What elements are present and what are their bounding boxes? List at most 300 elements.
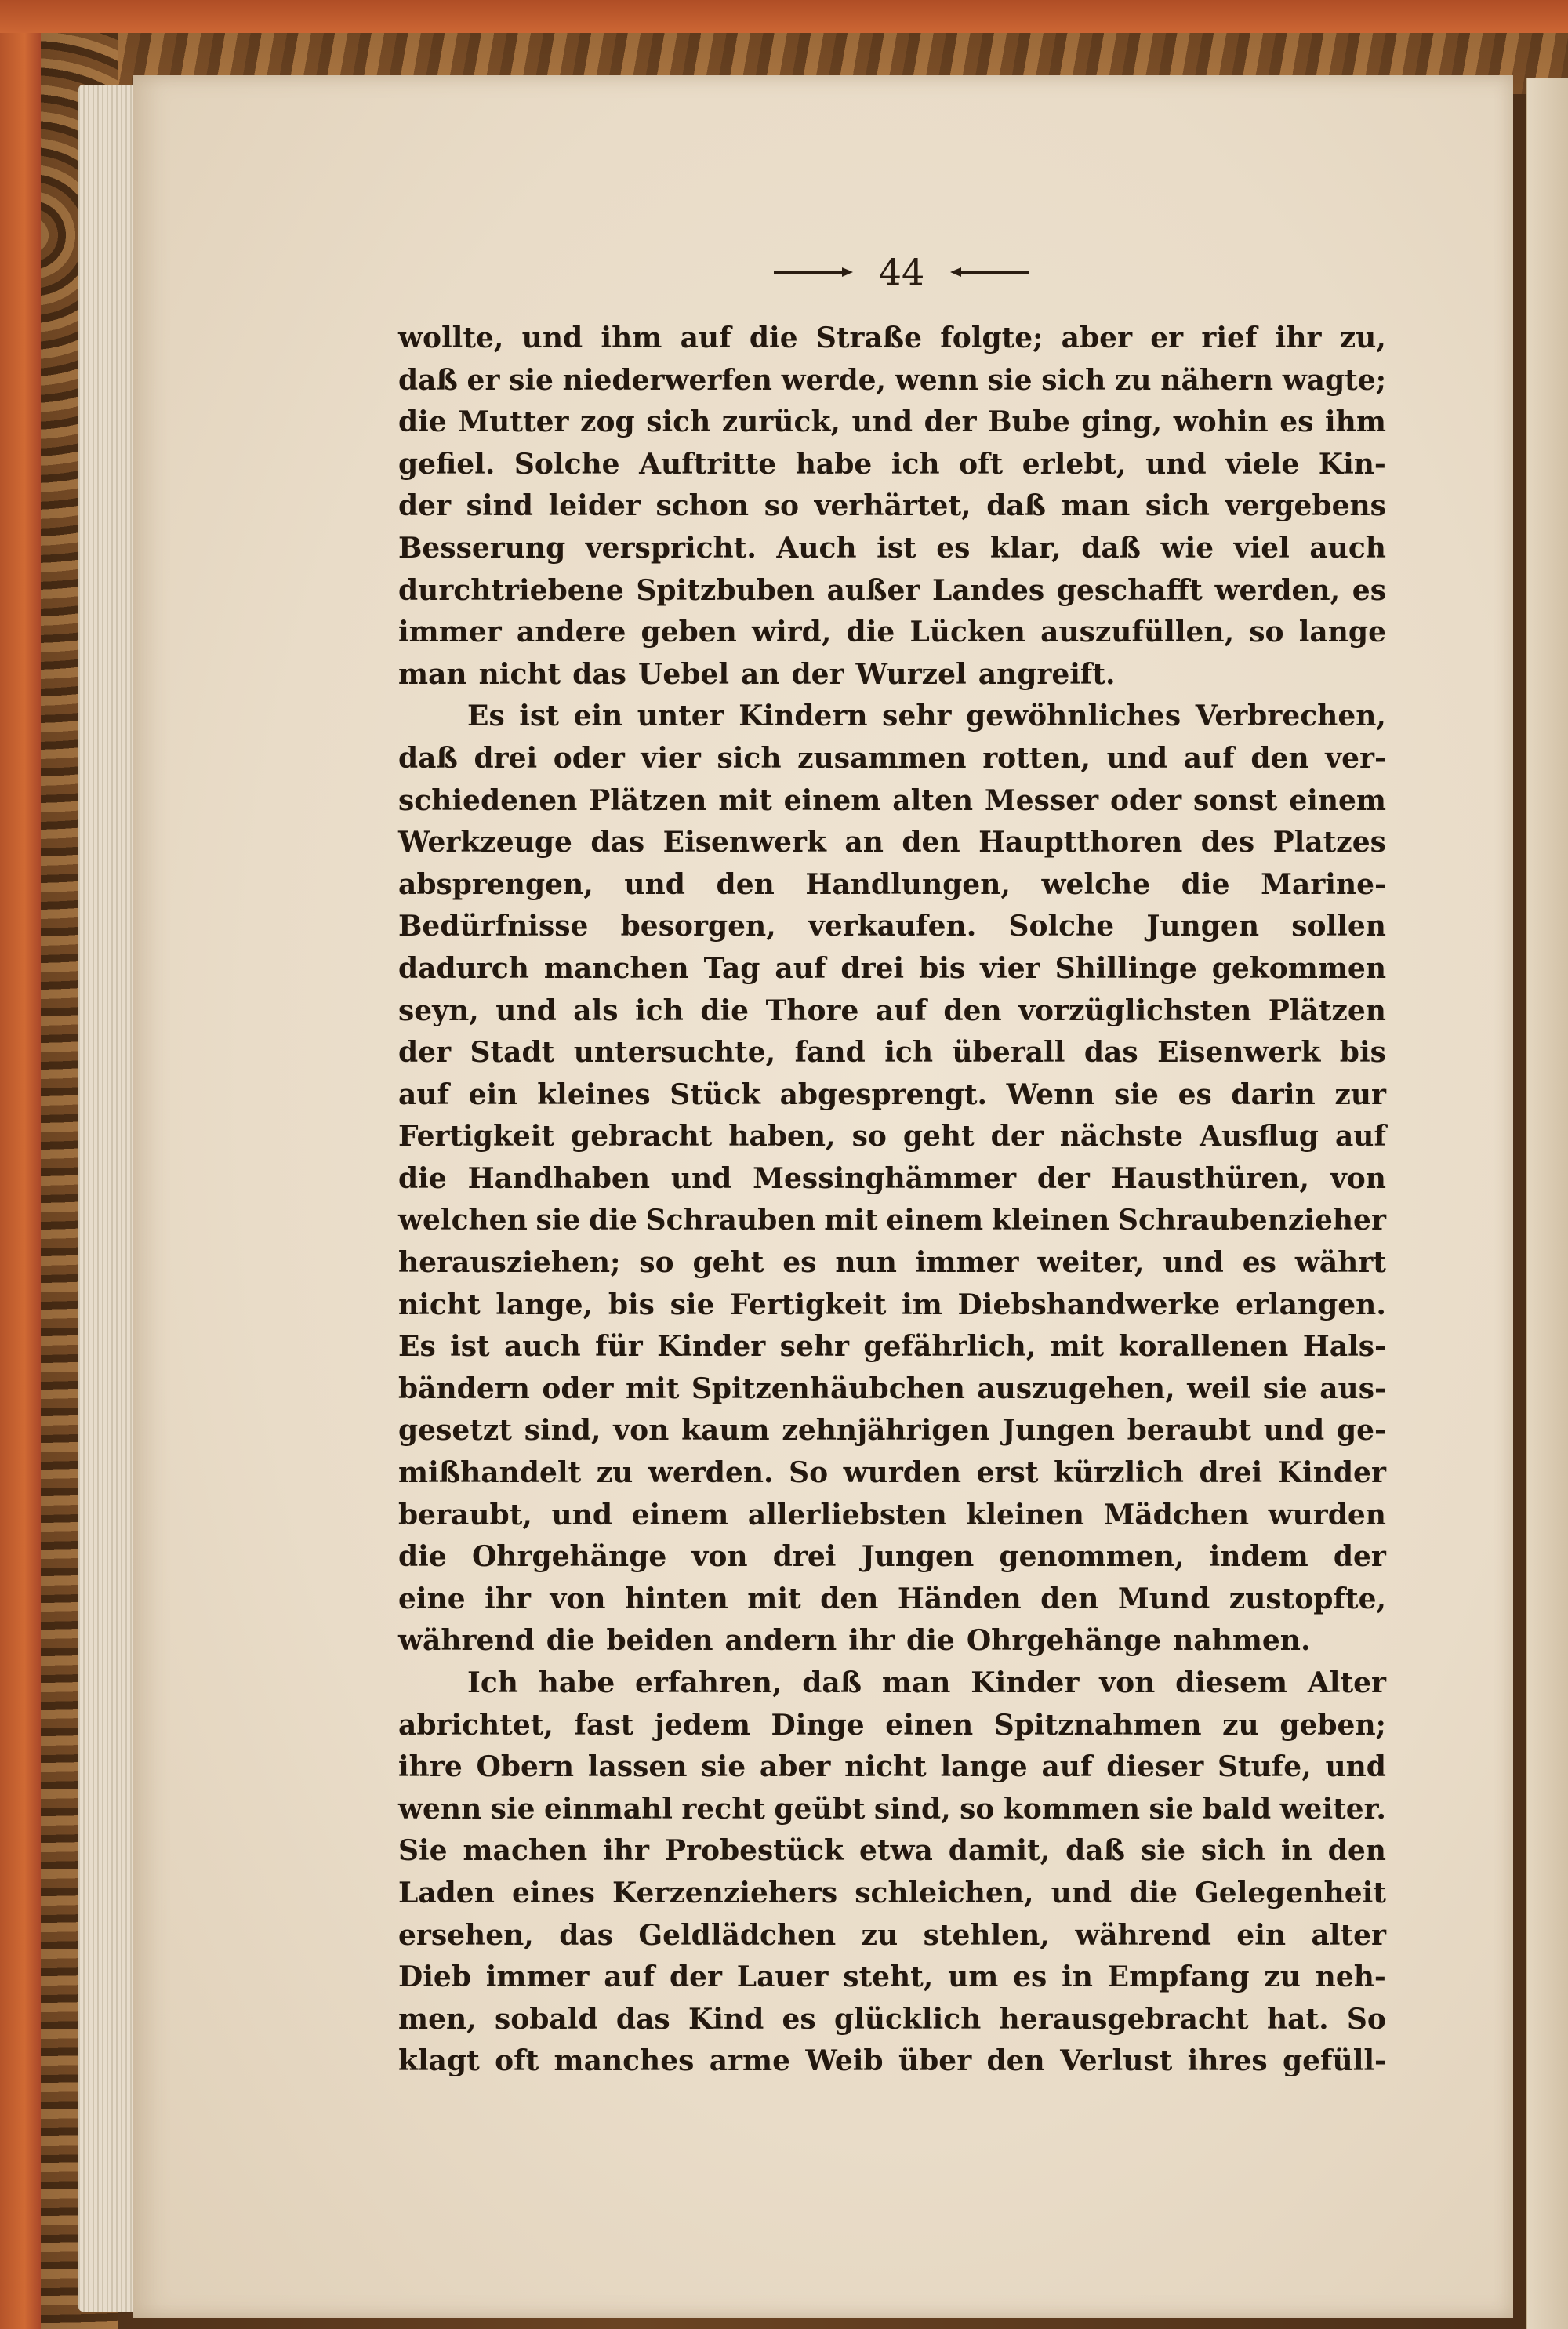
word: und xyxy=(670,1161,732,1195)
word: Kinder xyxy=(1277,1456,1386,1490)
leather-spine-edge xyxy=(0,0,41,2329)
word: verhärtet, xyxy=(814,489,971,523)
word: bald xyxy=(1202,1792,1272,1826)
word: nicht xyxy=(478,657,561,691)
word: sehr xyxy=(882,699,952,733)
word: Dinge xyxy=(771,1708,865,1742)
word: Straße xyxy=(815,322,923,354)
word: der xyxy=(924,405,977,439)
word: kleinen xyxy=(966,1498,1084,1531)
word: vier xyxy=(980,951,1040,985)
word: die xyxy=(546,1624,595,1658)
word: andern xyxy=(724,1624,837,1658)
word: kleinen xyxy=(991,1204,1110,1237)
word: Mund xyxy=(1117,1582,1210,1615)
word: Landes xyxy=(932,573,1045,607)
word: So xyxy=(1346,2002,1386,2036)
word: folgte; xyxy=(940,322,1044,354)
text-line xyxy=(398,1662,1386,1705)
word: das xyxy=(559,1918,613,1952)
word: recht xyxy=(681,1792,765,1826)
word: sie xyxy=(490,1792,535,1826)
word: drei xyxy=(772,1540,837,1574)
word: kleines xyxy=(537,1077,651,1111)
word: Kerzenziehers xyxy=(612,1876,838,1909)
word: Ich xyxy=(467,1666,518,1699)
text-line xyxy=(398,864,1386,907)
word: es xyxy=(782,2002,816,2036)
word: von xyxy=(1099,1666,1156,1699)
word: und xyxy=(1263,1414,1325,1448)
word: ihr xyxy=(603,1834,649,1868)
word: den xyxy=(820,1582,879,1615)
word: zu xyxy=(1264,1960,1301,1994)
word: Plätzen xyxy=(1268,994,1386,1027)
text-line xyxy=(398,1032,1386,1074)
word: mißhandelt xyxy=(398,1456,582,1490)
word: machen xyxy=(463,1834,588,1868)
word: aber xyxy=(759,1750,831,1784)
word: es xyxy=(1279,405,1314,439)
word: Schrauben xyxy=(645,1204,816,1237)
text-line xyxy=(398,1074,1386,1117)
word: die xyxy=(846,616,895,649)
word: habe xyxy=(795,447,873,481)
word: von xyxy=(613,1414,670,1448)
text-line xyxy=(398,696,1386,738)
word: bändern xyxy=(398,1372,530,1405)
text-line xyxy=(398,1746,1386,1789)
word: geübt xyxy=(774,1792,866,1826)
word: vergebens xyxy=(1225,489,1386,523)
word: damit, xyxy=(948,1834,1051,1868)
text-line xyxy=(398,1789,1386,1831)
word: sind xyxy=(466,489,533,523)
text-line xyxy=(398,444,1386,486)
word: Verbrechen, xyxy=(1195,699,1386,733)
word: es xyxy=(1178,1077,1212,1111)
text-line xyxy=(398,1536,1386,1579)
word: Eisenwerk xyxy=(1157,1036,1321,1070)
text-line xyxy=(398,780,1386,823)
word: drei xyxy=(474,741,538,775)
word: der xyxy=(791,657,844,691)
word: als xyxy=(573,994,619,1027)
word: werde, xyxy=(781,363,887,397)
text-line xyxy=(398,612,1386,654)
word: zu xyxy=(1222,1708,1259,1742)
header-rule-right xyxy=(955,271,1029,274)
word: lassen xyxy=(587,1750,688,1784)
word: den xyxy=(943,994,1002,1027)
word: immer xyxy=(398,616,502,649)
text-line xyxy=(398,1999,1386,2041)
word: Platzes xyxy=(1272,826,1386,859)
word: etwa xyxy=(858,1834,933,1868)
word: zog xyxy=(580,405,635,439)
word: sie xyxy=(1262,1372,1308,1405)
word: einem xyxy=(631,1498,729,1531)
word: zu xyxy=(596,1456,633,1490)
word: weiter. xyxy=(1279,1792,1386,1826)
text-line xyxy=(398,1873,1386,1915)
word: Bedürfnisse xyxy=(398,910,589,943)
word: schon xyxy=(655,489,750,523)
word: dieser xyxy=(1106,1750,1204,1784)
word: das xyxy=(572,657,626,691)
word: nun xyxy=(835,1246,897,1280)
word: mit xyxy=(718,783,772,817)
word: gesetzt xyxy=(398,1414,512,1448)
text-line xyxy=(398,822,1386,864)
word: erfahren, xyxy=(635,1666,782,1699)
word: Solche xyxy=(514,447,620,481)
word: lange, xyxy=(495,1288,593,1321)
word: Kin- xyxy=(1318,447,1386,481)
word: lange xyxy=(1298,616,1386,649)
word: den xyxy=(1327,1834,1386,1868)
word: immer xyxy=(915,1246,1019,1280)
word: es xyxy=(1013,1960,1047,1994)
word: der xyxy=(398,1036,452,1070)
word: so xyxy=(764,489,799,523)
word: die xyxy=(1181,867,1230,901)
word: jedem xyxy=(654,1708,750,1742)
word: zu xyxy=(861,1918,898,1952)
word: So xyxy=(789,1456,829,1490)
word: herausziehen; xyxy=(398,1246,621,1280)
word: ich xyxy=(891,447,940,481)
word: klagt xyxy=(398,2044,480,2078)
word: die xyxy=(589,1204,637,1237)
word: Wurzel xyxy=(855,657,967,691)
word: herausgebracht xyxy=(999,2002,1249,2036)
word: sind, xyxy=(524,1414,601,1448)
word: beraubt, xyxy=(398,1498,532,1531)
facing-page-edge xyxy=(1526,78,1568,2329)
text-line xyxy=(398,654,1386,696)
text-line xyxy=(398,1410,1386,1452)
word: gefährlich, xyxy=(863,1330,1036,1364)
word: Handhaben xyxy=(467,1161,651,1195)
word: sie xyxy=(987,363,1033,397)
text-line xyxy=(398,528,1386,570)
word: auch xyxy=(504,1330,581,1364)
word: sich xyxy=(646,405,711,439)
word: wollte, xyxy=(398,322,504,354)
word: nicht xyxy=(844,1750,927,1784)
word: es xyxy=(782,1246,817,1280)
word: den xyxy=(986,2044,1045,2078)
word: verkaufen. xyxy=(808,910,977,943)
word: niederwerfen xyxy=(562,363,772,397)
word: habe xyxy=(538,1666,615,1699)
word: zustopfte, xyxy=(1229,1582,1386,1615)
word: der xyxy=(1036,1161,1090,1195)
word: sich xyxy=(717,741,782,775)
word: Empfang xyxy=(1107,1960,1250,1994)
word: einen xyxy=(885,1708,974,1742)
word: ist xyxy=(450,1330,490,1364)
word: die xyxy=(700,994,750,1027)
word: sich xyxy=(1041,363,1106,397)
word: sehr xyxy=(779,1330,849,1364)
word: Mutter xyxy=(458,405,569,439)
word: zu xyxy=(1114,363,1152,397)
word: man xyxy=(881,1666,951,1699)
word: zu, xyxy=(1339,322,1386,354)
word: ersehen, xyxy=(398,1918,534,1952)
word: die xyxy=(398,405,447,439)
word: den xyxy=(1040,1582,1099,1615)
word: bis xyxy=(608,1288,655,1321)
word: Kindern xyxy=(739,699,868,733)
word: ihm xyxy=(601,322,662,354)
word: ihm xyxy=(1324,405,1386,439)
word: schiedenen xyxy=(398,783,578,817)
word: Hals- xyxy=(1302,1330,1386,1364)
word: rief xyxy=(1201,322,1258,354)
word: arme xyxy=(709,2044,791,2078)
word: von xyxy=(1330,1161,1386,1195)
word: sobald xyxy=(494,2002,598,2036)
word: drei xyxy=(840,951,905,985)
word: Es xyxy=(467,699,505,733)
word: untersuchte, xyxy=(573,1036,776,1070)
word: auf xyxy=(1334,1120,1386,1154)
word: neh- xyxy=(1315,1960,1386,1994)
word: diesem xyxy=(1175,1666,1288,1699)
word: Kinder xyxy=(971,1666,1080,1699)
word: Diebshandwerke xyxy=(957,1288,1221,1321)
word: daß xyxy=(986,489,1047,523)
word: Lauer xyxy=(736,1960,829,1994)
text-line xyxy=(398,948,1386,990)
word: und xyxy=(521,322,583,354)
word: man xyxy=(398,657,467,691)
word: sind, xyxy=(873,1792,951,1826)
word: auf xyxy=(1183,741,1235,775)
word: ihr xyxy=(1275,322,1322,354)
word: ein xyxy=(1236,1918,1287,1952)
word: Stufe, xyxy=(1217,1750,1312,1784)
word: Laden xyxy=(398,1876,495,1909)
word: der xyxy=(990,1120,1044,1154)
word: aber xyxy=(1061,322,1133,354)
word: zusammen xyxy=(797,741,967,775)
word: mit xyxy=(824,1204,878,1237)
word: schleichen, xyxy=(855,1876,1034,1909)
word: leider xyxy=(548,489,641,523)
word: sie xyxy=(670,1288,715,1321)
word: Dieb xyxy=(398,1960,471,1994)
page-header xyxy=(737,251,1066,298)
word: abgesprengt. xyxy=(779,1077,988,1111)
word: absprengen, xyxy=(398,867,593,901)
word: fast xyxy=(574,1708,634,1742)
word: in xyxy=(1280,1834,1312,1868)
word: Ohrgehänge xyxy=(966,1624,1162,1658)
word: ihr xyxy=(848,1624,895,1658)
word: Lücken xyxy=(909,616,1025,649)
word: Kind xyxy=(688,2002,764,2036)
word: daß xyxy=(398,741,458,775)
word: Besserung xyxy=(398,531,566,565)
text-line xyxy=(398,570,1386,612)
word: sie xyxy=(535,1204,581,1237)
word: Ohrgehänge xyxy=(471,1540,667,1574)
word: sich xyxy=(1145,489,1210,523)
word: unter xyxy=(637,699,724,733)
word: ihr xyxy=(485,1582,531,1615)
word: auf xyxy=(775,951,826,985)
word: viel xyxy=(1233,531,1290,565)
word: der xyxy=(398,489,452,523)
word: oft xyxy=(495,2044,539,2078)
word: Tag xyxy=(703,951,760,985)
word: drei xyxy=(1199,1456,1263,1490)
word: durchtriebene xyxy=(398,573,624,607)
word: sie xyxy=(509,363,554,397)
word: wagte; xyxy=(1282,363,1386,397)
word: eines xyxy=(511,1876,595,1909)
word: glücklich xyxy=(833,2002,982,2036)
word: verspricht. xyxy=(585,531,757,565)
header-rule-left xyxy=(774,271,848,274)
word: sie xyxy=(1149,1792,1194,1826)
word: und xyxy=(1051,1876,1112,1909)
word: einmahl xyxy=(543,1792,673,1826)
word: des xyxy=(1200,826,1255,859)
word: Geldlädchen xyxy=(638,1918,837,1952)
word: kommen xyxy=(1003,1792,1141,1826)
word: erlebt, xyxy=(1022,447,1127,481)
text-line xyxy=(398,1620,1386,1662)
word: vier xyxy=(641,741,701,775)
word: Wenn xyxy=(1006,1077,1095,1111)
word: Spitzenhäubchen xyxy=(691,1372,965,1405)
word: Jungen xyxy=(861,1540,975,1574)
word: man xyxy=(1061,489,1131,523)
word: geschafft xyxy=(1056,573,1203,607)
word: mit xyxy=(625,1372,680,1405)
word: welche xyxy=(1041,867,1151,901)
word: den xyxy=(1250,741,1309,775)
word: geht xyxy=(692,1246,764,1280)
word: von xyxy=(691,1540,748,1574)
word: Auch xyxy=(776,531,857,565)
word: zurück, xyxy=(721,405,840,439)
word: ver- xyxy=(1325,741,1386,775)
text-line xyxy=(398,2040,1386,2083)
word: ich xyxy=(884,1036,934,1070)
text-line xyxy=(398,990,1386,1033)
word: im xyxy=(902,1288,942,1321)
word: allerliebsten xyxy=(747,1498,947,1531)
word: sonst xyxy=(1192,783,1278,817)
word: angreift. xyxy=(978,657,1116,691)
word: und xyxy=(851,405,913,439)
word: oft xyxy=(959,447,1004,481)
word: lange xyxy=(940,1750,1028,1784)
word: ihre xyxy=(398,1750,463,1784)
word: Hausthüren, xyxy=(1110,1161,1310,1195)
word: einem xyxy=(783,783,881,817)
word: so xyxy=(1249,616,1284,649)
word: Handlungen, xyxy=(805,867,1011,901)
word: Messer xyxy=(984,783,1099,817)
word: über xyxy=(898,2044,972,2078)
word: das xyxy=(1083,1036,1138,1070)
word: auf xyxy=(875,994,927,1027)
word: sie xyxy=(1114,1077,1159,1111)
word: wenn xyxy=(398,1792,482,1826)
word: er xyxy=(1150,322,1184,354)
word: einem xyxy=(1289,783,1386,817)
word: Schraubenzieher xyxy=(1118,1204,1386,1237)
word: und xyxy=(1145,447,1207,481)
word: erst xyxy=(976,1456,1039,1490)
text-line xyxy=(398,1284,1386,1327)
word: ist xyxy=(877,531,916,565)
word: während xyxy=(1075,1918,1211,1952)
word: Jungen xyxy=(1002,1414,1115,1448)
word: Werkzeuge xyxy=(398,826,572,859)
word: andere xyxy=(516,616,626,649)
word: er xyxy=(466,363,500,397)
word: die xyxy=(906,1624,955,1658)
word: nähern xyxy=(1160,363,1273,397)
word: auf xyxy=(1041,1750,1093,1784)
word: gewöhnliches xyxy=(966,699,1181,733)
word: auf xyxy=(398,1077,449,1111)
word: Weib xyxy=(805,2044,884,2078)
word: sie xyxy=(701,1750,746,1784)
word: sie xyxy=(1141,1834,1185,1868)
word: darin xyxy=(1231,1077,1316,1111)
text-line xyxy=(398,1957,1386,1999)
word: die xyxy=(398,1540,447,1574)
word: und xyxy=(624,867,685,901)
text-line xyxy=(398,1326,1386,1368)
word: oder xyxy=(1110,783,1182,817)
word: mit xyxy=(1050,1330,1105,1364)
word: seyn, xyxy=(398,994,479,1027)
word: Fertigkeit xyxy=(730,1288,887,1321)
word: eine xyxy=(398,1582,466,1615)
word: daß xyxy=(802,1666,862,1699)
text-line xyxy=(398,1705,1386,1747)
word: einem xyxy=(886,1204,984,1237)
word: Mädchen xyxy=(1103,1498,1249,1531)
word: mit xyxy=(747,1582,801,1615)
word: der xyxy=(1333,1540,1386,1574)
text-line xyxy=(398,318,1386,360)
text-line xyxy=(398,1242,1386,1284)
text-line xyxy=(398,1368,1386,1411)
word: und xyxy=(495,994,557,1027)
word: geben; xyxy=(1279,1708,1386,1742)
word: Sie xyxy=(398,1834,448,1868)
word: Alter xyxy=(1307,1666,1386,1699)
word: ein xyxy=(573,699,623,733)
word: auszugehen, xyxy=(977,1372,1175,1405)
word: Uebel xyxy=(637,657,729,691)
word: in xyxy=(1062,1960,1093,1994)
word: auf xyxy=(604,1960,655,1994)
page-number: 44 xyxy=(878,251,925,293)
word: fand xyxy=(794,1036,866,1070)
